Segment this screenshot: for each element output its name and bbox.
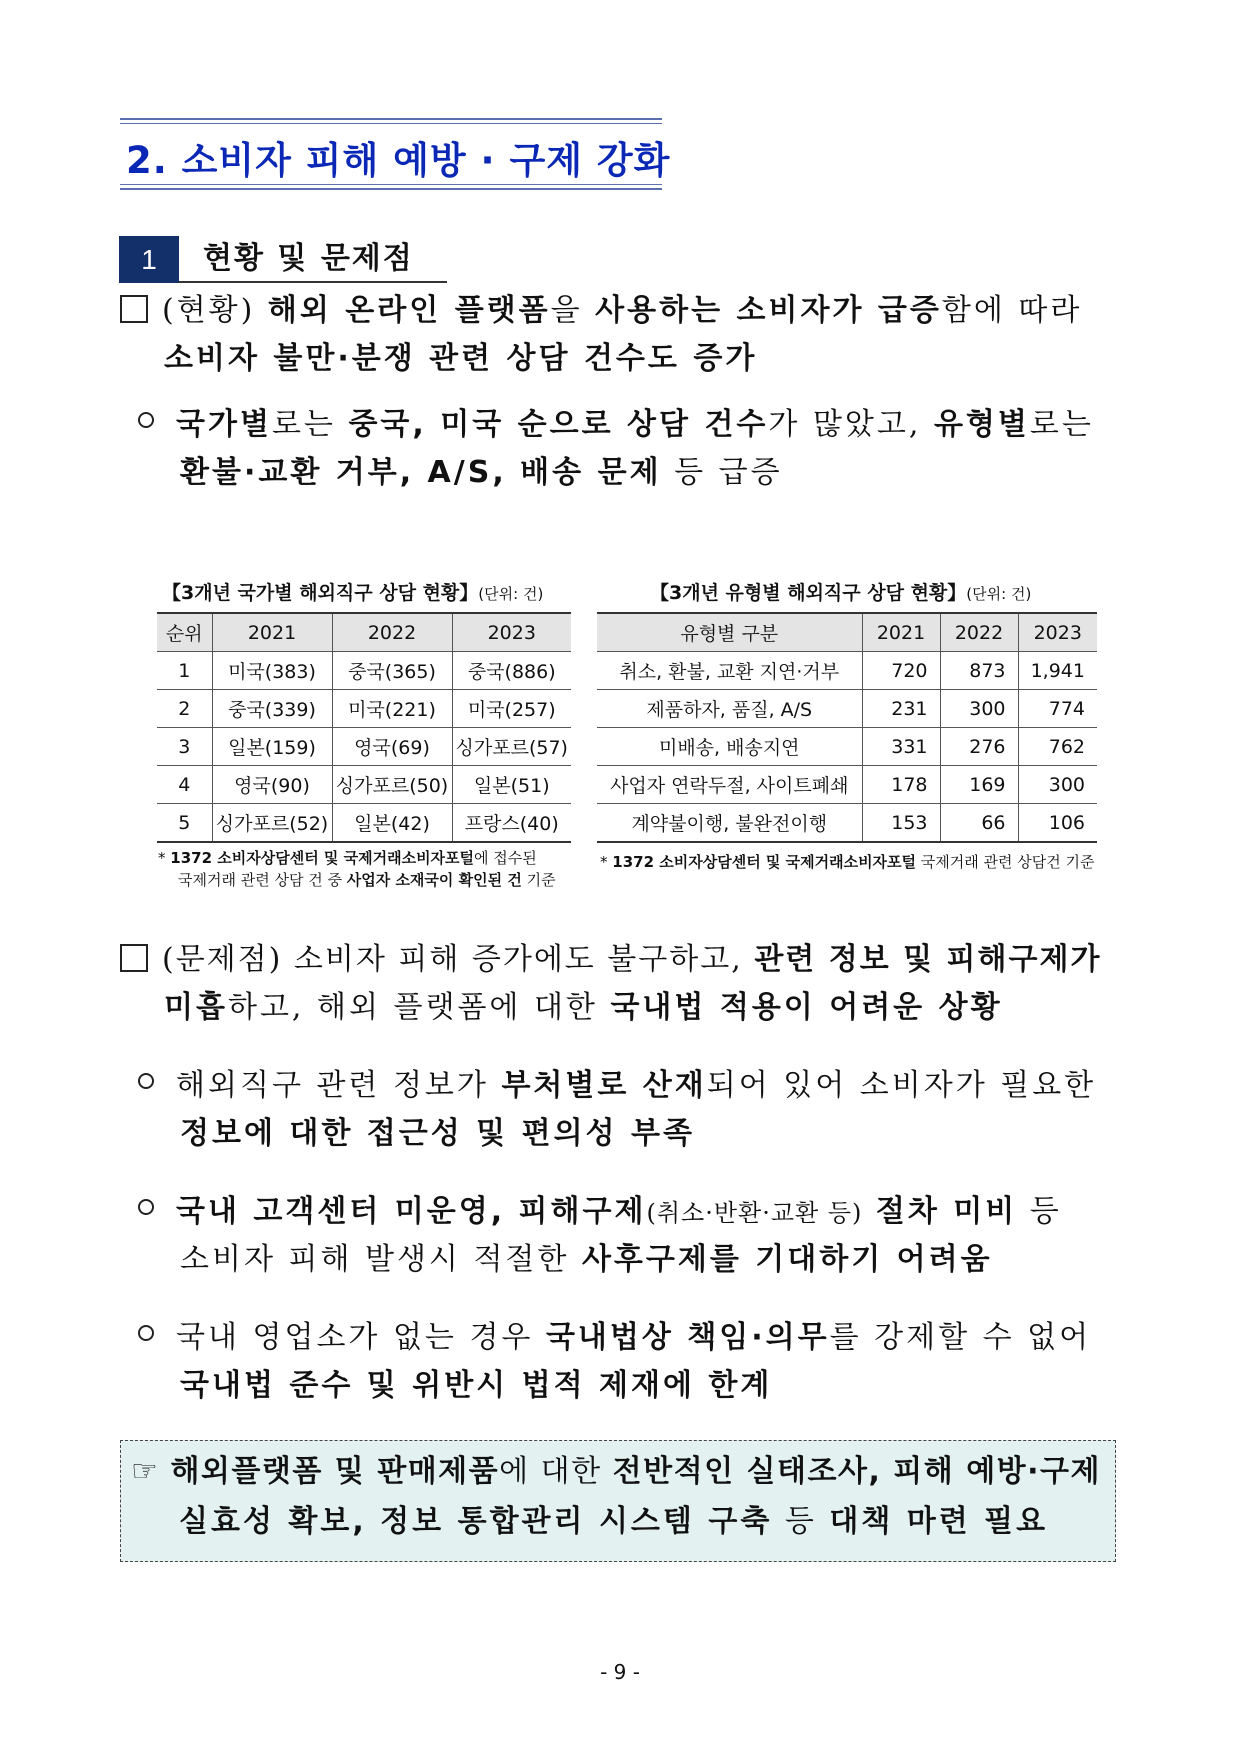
country-table-note: * 1372 소비자상담센터 및 국제거래소비자포털에 접수된: [158, 849, 537, 867]
table-cell: 일본(42): [332, 804, 452, 843]
table-header: 2023: [452, 613, 571, 652]
table-cell: 1,941: [1018, 652, 1097, 690]
table-row: [157, 652, 571, 690]
table-header: 2021: [212, 613, 332, 652]
circle-bullet-icon: [138, 1199, 154, 1215]
subsection-number: 1: [119, 236, 179, 283]
table-cell: 미국(221): [332, 690, 452, 728]
status-sub-bullet: 국가별로는 중국, 미국 순으로 상담 건수가 많았고, 유형별로는: [138, 400, 1094, 450]
circle-bullet-icon: [138, 1073, 154, 1089]
table-cell: 미국(257): [452, 690, 571, 728]
checkbox-bullet-icon: [120, 295, 148, 323]
status-paragraph: (현황) 해외 온라인 플랫폼을 사용하는 소비자가 급증함에 따라: [120, 286, 1082, 336]
problem-bullet-2: 국내 고객센터 미운영, 피해구제(취소·반환·교환 등) 절차 미비 등: [138, 1187, 1062, 1238]
status-paragraph-line2: 소비자 불만·분쟁 관련 상담 건수도 증가: [164, 341, 758, 376]
table-cell: 싱가포르(57): [452, 728, 571, 766]
table-header: 2021: [862, 613, 940, 652]
table-row: [597, 690, 1097, 728]
table-cell: 미배송, 배송지연: [597, 728, 862, 766]
table-row: [157, 766, 571, 804]
problem-paragraph: (문제점) 소비자 피해 증가에도 불구하고, 관련 정보 및 피해구제가: [120, 935, 1101, 985]
table-cell: 2: [157, 690, 212, 728]
table-row: [597, 804, 1097, 843]
problem-bullet-1: 해외직구 관련 정보가 부처별로 산재되어 있어 소비자가 필요한: [138, 1061, 1096, 1111]
table-cell: 일본(51): [452, 766, 571, 804]
table-cell: 231: [862, 690, 940, 728]
circle-bullet-icon: [138, 412, 154, 428]
page-number: - 9 -: [600, 1660, 640, 1684]
table-cell: 취소, 환불, 교환 지연·거부: [597, 652, 862, 690]
section-title: 2. 소비자 피해 예방 · 구제 강화: [126, 139, 671, 182]
subsection-title: 현황 및 문제점: [203, 241, 414, 276]
pointing-hand-icon: ☞: [131, 1454, 160, 1489]
table-cell: 영국(69): [332, 728, 452, 766]
table-cell: 276: [940, 728, 1018, 766]
table-cell: 3: [157, 728, 212, 766]
table-row: [597, 766, 1097, 804]
table-cell: 사업자 연락두절, 사이트폐쇄: [597, 766, 862, 804]
conclusion-box: [120, 1440, 1116, 1562]
table-cell: 계약불이행, 불완전이행: [597, 804, 862, 843]
table-cell: 제품하자, 품질, A/S: [597, 690, 862, 728]
table-header: 순위: [157, 613, 212, 652]
table-cell: 일본(159): [212, 728, 332, 766]
table-cell: 106: [1018, 804, 1097, 843]
table-cell: 300: [940, 690, 1018, 728]
table-cell: 싱가포르(50): [332, 766, 452, 804]
problem-paragraph-line2: 미흡하고, 해외 플랫폼에 대한 국내법 적용이 어려운 상황: [164, 990, 1003, 1025]
table-cell: 싱가포르(52): [212, 804, 332, 843]
circle-bullet-icon: [138, 1325, 154, 1341]
table-row: [157, 728, 571, 766]
table-cell: 178: [862, 766, 940, 804]
subsection-underline: [179, 281, 447, 283]
problem-bullet-1-line2: 정보에 대한 접근성 및 편의성 부족: [180, 1116, 695, 1151]
table-row: [157, 804, 571, 843]
table-cell: 300: [1018, 766, 1097, 804]
type-table-caption: 【3개년 유형별 해외직구 상담 현황】(단위: 건): [650, 582, 1032, 604]
country-consultation-table: [157, 612, 571, 843]
table-cell: 153: [862, 804, 940, 843]
table-cell: 프랑스(40): [452, 804, 571, 843]
checkbox-bullet-icon: [120, 944, 148, 972]
table-cell: 720: [862, 652, 940, 690]
table-cell: 중국(886): [452, 652, 571, 690]
table-cell: 중국(365): [332, 652, 452, 690]
country-table-note-line2: 국제거래 관련 상담 건 중 사업자 소재국이 확인된 건 기준: [178, 871, 556, 889]
type-consultation-table: [597, 612, 1097, 843]
table-row: [597, 652, 1097, 690]
table-cell: 774: [1018, 690, 1097, 728]
table-cell: 1: [157, 652, 212, 690]
status-sub-bullet-line2: 환불·교환 거부, A/S, 배송 문제 등 급증: [180, 455, 783, 490]
table-header: 2022: [332, 613, 452, 652]
problem-bullet-3: 국내 영업소가 없는 경우 국내법상 책임·의무를 강제할 수 없어: [138, 1313, 1091, 1363]
table-header: 유형별 구분: [597, 613, 862, 652]
table-cell: 873: [940, 652, 1018, 690]
problem-bullet-2-line2: 소비자 피해 발생시 적절한 사후구제를 기대하기 어려움: [180, 1242, 993, 1277]
table-header: 2023: [1018, 613, 1097, 652]
type-table-note: * 1372 소비자상담센터 및 국제거래소비자포털 국제거래 관련 상담건 기준: [600, 853, 1095, 871]
country-table-caption: 【3개년 국가별 해외직구 상담 현황】(단위: 건): [162, 582, 544, 604]
conclusion-line2: 실효성 확보, 정보 통합관리 시스템 구축 등 대책 마련 필요: [179, 1504, 1049, 1539]
table-cell: 영국(90): [212, 766, 332, 804]
table-row: [157, 690, 571, 728]
table-cell: 5: [157, 804, 212, 843]
table-row: [597, 728, 1097, 766]
problem-bullet-3-line2: 국내법 준수 및 위반시 법적 제재에 한계: [180, 1368, 773, 1403]
table-cell: 331: [862, 728, 940, 766]
conclusion-line1: ☞ 해외플랫폼 및 판매제품에 대한 전반적인 실태조사, 피해 예방·구제: [131, 1454, 1102, 1489]
section-title-box: [120, 118, 671, 190]
table-cell: 169: [940, 766, 1018, 804]
table-cell: 중국(339): [212, 690, 332, 728]
table-cell: 762: [1018, 728, 1097, 766]
table-header: 2022: [940, 613, 1018, 652]
table-cell: 미국(383): [212, 652, 332, 690]
table-cell: 66: [940, 804, 1018, 843]
table-cell: 4: [157, 766, 212, 804]
